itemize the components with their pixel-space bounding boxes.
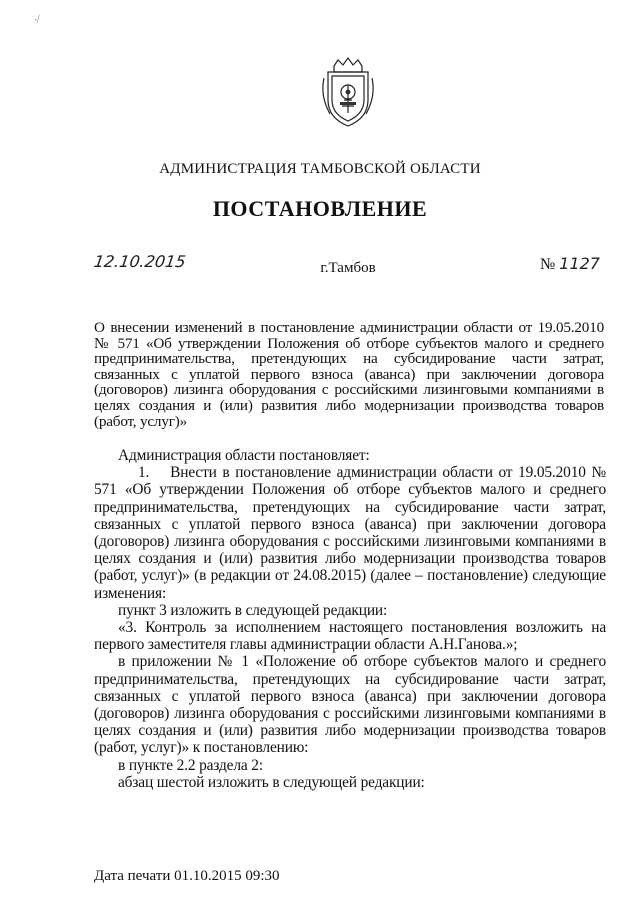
body-paragraph: в приложении № 1 «Положение об отборе субъектов малого и среднего предпринимательства, претендующих на субсидирование части затрат, связанных с уплатой первого взноса (аванса) при заключении договора (договоров) лизинга оборудования с российскими лизинговыми компаниями в целях создания и (или) развития либо модернизации производства товаров (работ, услуг)» к постановлению: (94, 653, 606, 757)
document-subject: О внесении изменений в постановление администрации области от 19.05.2010 № 571 «Об утверждении Положения об отборе субъектов малого и среднего предпринимательства, претендующих на субсидирование части затрат, связанных с уплатой первого взноса (аванса) при заключении договора (договоров) лизинга оборудования с российскими лизинговыми компаниями в целях создания и (или) развития либо модернизации производства товаров (работ, услуг)» (94, 319, 604, 430)
number-label: № (540, 256, 556, 273)
body-paragraph: Администрация области постановляет: (118, 447, 370, 464)
corner-mark: ·⁄ (32, 13, 42, 27)
document-city: г.Тамбов (320, 260, 376, 276)
body-paragraph: 1. Внести в постановление администрации области от 19.05.2010 № 571 «Об утверждении Положения об отборе субъектов малого и среднего предпринимательства, претендующих на субсидирование части затрат, связанных с уплатой первого взноса (аванса) при заключении договора (договоров) лизинга оборудования с российскими лизинговыми компаниями в целях создания и (или) развития либо модернизации производства товаров (работ, услуг)» (в редакции от 24.08.2015) (далее – постановление) следующие изменения: (94, 464, 606, 602)
document-number (540, 254, 600, 274)
print-date: Дата печати 01.10.2015 09:30 (94, 868, 280, 884)
number-value: 1127 (559, 254, 600, 273)
organization-title: АДМИНИСТРАЦИЯ ТАМБОВСКОЙ ОБЛАСТИ (159, 161, 481, 177)
document-type: ПОСТАНОВЛЕНИЕ (212, 196, 428, 221)
body-paragraph: «3. Контроль за исполнением настоящего постановления возложить на первого заместителя главы администрации области А.Н.Ганова.»; (94, 619, 606, 654)
body-paragraph: в пункте 2.2 раздела 2: (118, 756, 263, 774)
document-date: 12.10.2015 (92, 252, 187, 271)
document-body (94, 447, 606, 791)
coat-of-arms-icon (318, 56, 378, 132)
body-paragraph: пункт 3 изложить в следующей редакции: (118, 601, 388, 619)
body-paragraph: абзац шестой изложить в следующей редакции: (118, 773, 425, 791)
